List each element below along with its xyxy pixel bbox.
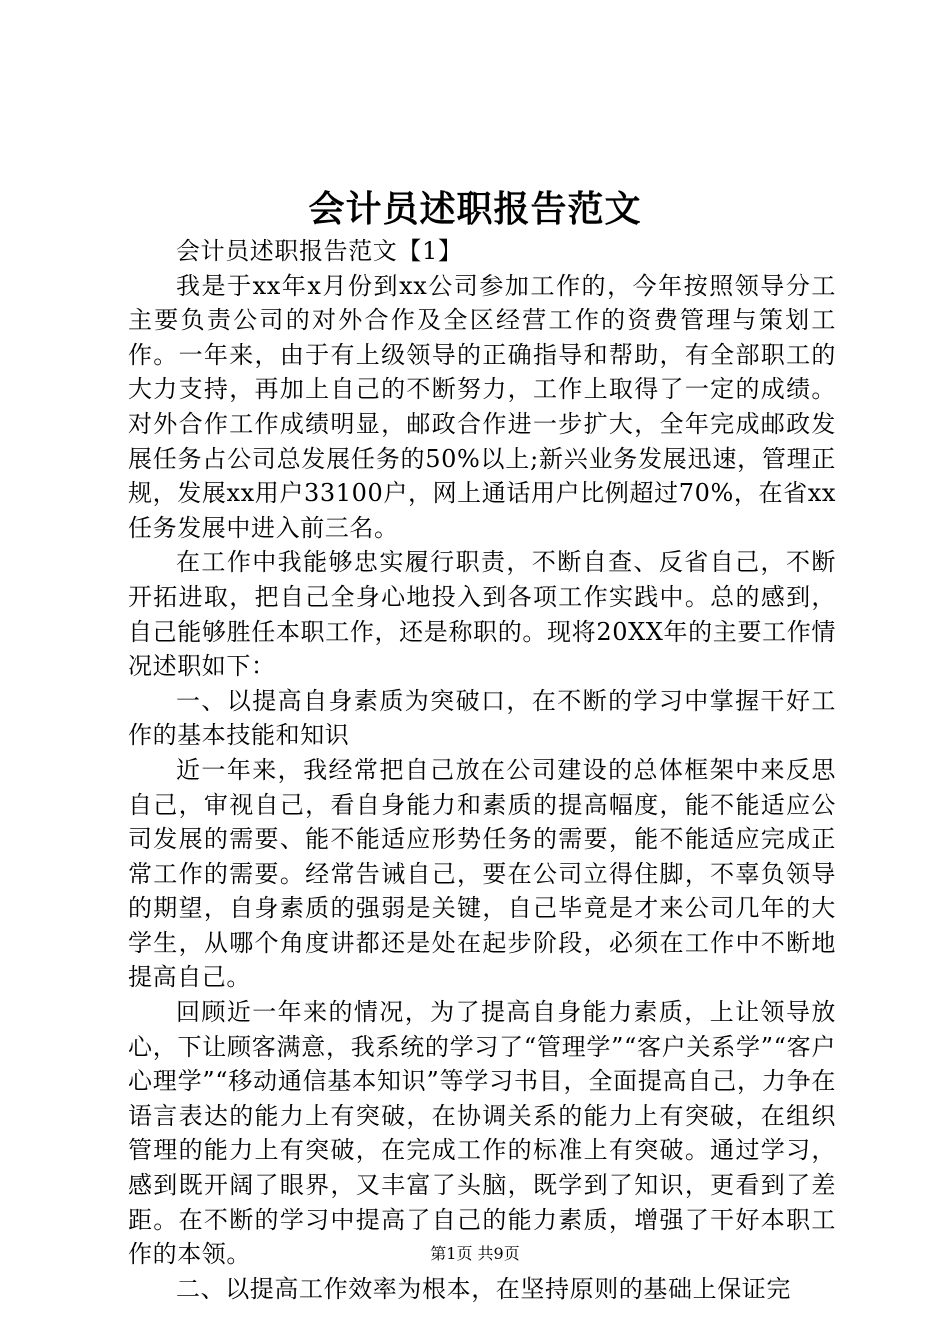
section-heading: 会计员述职报告范文【1】 [176, 237, 463, 265]
paragraph: 我是于xx年x月份到xx公司参加工作的，今年按照领导分工主要负责公司的对外合作及全区经营工作的资费管理与策划工作。一年来，由于有上级领导的正确指导和帮助，有全部职工的大力支持，再加上自己的不断努力，工作上取得了一定的成绩。对外合作工作成绩明显，邮政合作进一步扩大，全年完成邮政发展任务占公司总发展任务的50%以上;新兴业务发展迅速，管理正规，发展xx用户33100户，网上通话用户比例超过70%，在省xx任务发展中进入前三名。 [128, 271, 836, 542]
paragraph: 近一年来，我经常把自己放在公司建设的总体框架中来反思自己，审视自己，看自身能力和素质的提高幅度，能不能适应公司发展的需要、能不能适应形势任务的需要，能不能适应完成正常工作的需要。经常告诫自己，要在公司立得住脚，不辜负领导的期望，自身素质的强弱是关键，自己毕竟是才来公司几年的大学生，从哪个角度讲都还是处在起步阶段，必须在工作中不断地提高自己。 [128, 755, 836, 992]
subsection-heading: 一、以提高自身素质为突破口，在不断的学习中掌握干好工作的基本技能和知识 [128, 686, 836, 750]
document-title: 会计员述职报告范文 [308, 188, 642, 230]
page-footer: 第1页 共9页 [430, 1244, 520, 1263]
paragraph: 回顾近一年来的情况，为了提高自身能力素质，上让领导放心，下让顾客满意，我系统的学习了“管理学”“客户关系学”“客户心理学”“移动通信基本知识”等学习书目，全面提高自己，力争在语言表达的能力上有突破，在协调关系的能力上有突破，在组织管理的能力上有突破，在完成工作的标准上有突破。通过学习，感到既开阔了眼界，又丰富了头脑，既学到了知识，更看到了差距。在不断的学习中提高了自己的能力素质，增强了干好本职工作的本领。 [128, 998, 836, 1269]
subsection-heading: 二、以提高工作效率为根本，在坚持原则的基础上保证完 [176, 1274, 791, 1303]
document-body [128, 234, 836, 1306]
paragraph: 在工作中我能够忠实履行职责，不断自查、反省自己，不断开拓进取，把自己全身心地投入到各项工作实践中。总的感到，自己能够胜任本职工作，还是称职的。现将20XX年的主要工作情况述职如下： [128, 548, 836, 681]
